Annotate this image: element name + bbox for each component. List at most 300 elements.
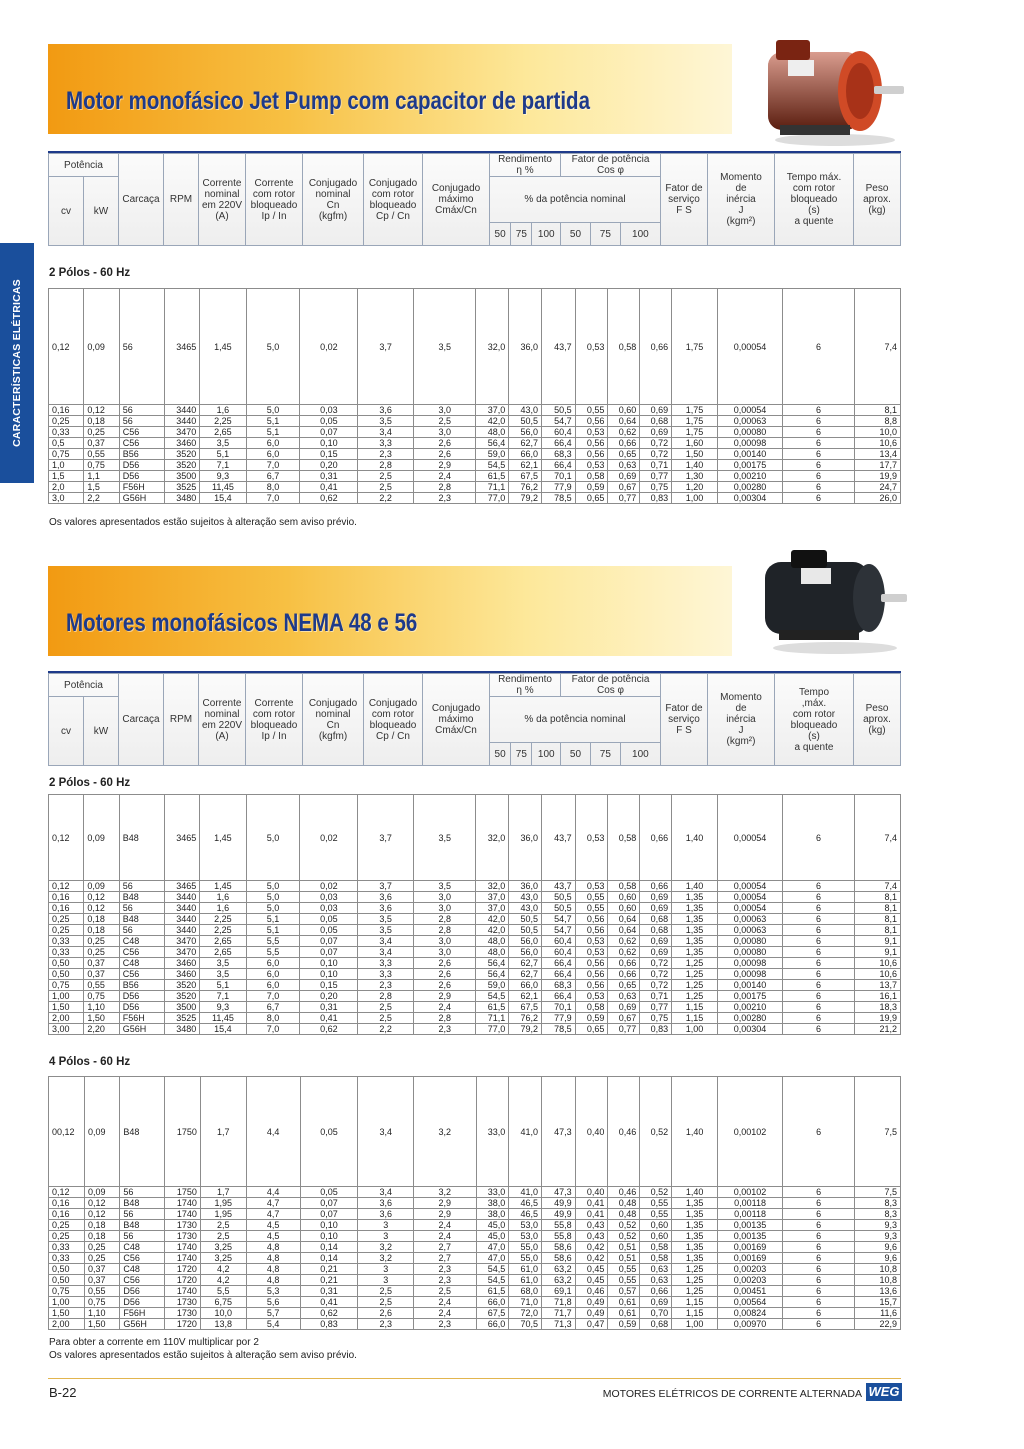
table-cell: 8,3 <box>855 1209 901 1220</box>
table-cell: 0,52 <box>640 1187 672 1198</box>
table-cell: 1,00 <box>49 1297 85 1308</box>
table-cell: 2,3 <box>358 1319 414 1330</box>
table-cell: 2,7 <box>414 1242 477 1253</box>
table-cell: 50,5 <box>541 892 575 903</box>
table-cell: 0,00080 <box>717 947 782 958</box>
table-cell: 6 <box>783 493 855 504</box>
table-cell: 6 <box>783 947 855 958</box>
table-cell: 0,65 <box>575 1024 608 1035</box>
table-cell: 0,00054 <box>717 405 782 416</box>
table-cell: 0,83 <box>640 493 672 504</box>
table-cell: 2,3 <box>413 493 476 504</box>
table-cell: 3 <box>358 1275 414 1286</box>
table-cell: 0,61 <box>608 1308 640 1319</box>
table-cell: 49,9 <box>542 1209 576 1220</box>
table-cell: 0,25 <box>49 1231 85 1242</box>
table-cell: 1,40 <box>672 1187 718 1198</box>
table-cell: 7,0 <box>246 493 300 504</box>
table-cell: 5,5 <box>246 947 300 958</box>
table-cell: 1,40 <box>672 1077 718 1187</box>
table-cell: 8,0 <box>246 1013 300 1024</box>
table-cell: 0,46 <box>608 1077 640 1187</box>
table-row <box>49 438 901 449</box>
table-cell: 1740 <box>165 1286 201 1297</box>
table-cell: 6,75 <box>200 1297 246 1308</box>
table-cell: 0,18 <box>85 1220 120 1231</box>
table-cell: 3,5 <box>358 914 414 925</box>
table-cell: 0,53 <box>575 427 608 438</box>
table-cell: 0,75 <box>49 980 84 991</box>
table-cell: 0,50 <box>49 958 84 969</box>
table-cell: 11,45 <box>200 482 246 493</box>
table-cell: 0,41 <box>300 1297 358 1308</box>
table-cell: 5,1 <box>200 980 246 991</box>
header-momento: Momento de inércia J (kgm²) <box>708 674 775 766</box>
note-line2: Os valores apresentados estão sujeitos à alteração sem aviso prévio. <box>49 1350 357 1361</box>
page-number: B-22 <box>49 1385 77 1400</box>
table-cell: 38,0 <box>476 1198 509 1209</box>
table-row <box>49 881 901 892</box>
table-row <box>49 914 901 925</box>
table-cell: 36,0 <box>509 881 542 892</box>
table-cell: 0,63 <box>640 1264 672 1275</box>
table-cell: 2,65 <box>200 427 246 438</box>
header-pct: 100 <box>532 223 561 246</box>
table-cell: 3460 <box>164 438 200 449</box>
table-cell: 0,55 <box>575 892 608 903</box>
table-cell: 54,5 <box>476 1275 509 1286</box>
table-cell: 71,1 <box>476 1013 509 1024</box>
table-cell: 6 <box>783 795 855 881</box>
table-cell: 3480 <box>164 493 200 504</box>
table-cell: 47,0 <box>476 1242 509 1253</box>
table-cell: 2,3 <box>358 449 414 460</box>
table-cell: 54,7 <box>541 416 575 427</box>
table-cell: 0,10 <box>300 1231 358 1242</box>
table-cell: 6 <box>783 1002 855 1013</box>
table-cell: 6 <box>783 1264 855 1275</box>
table-cell: F56H <box>119 482 164 493</box>
table-cell: C56 <box>119 438 164 449</box>
table-cell: 0,03 <box>300 405 358 416</box>
table-cell: 13,4 <box>855 449 901 460</box>
table-cell: 0,66 <box>608 969 640 980</box>
table-cell: 0,69 <box>640 947 672 958</box>
table-cell: 6 <box>783 1297 855 1308</box>
table-cell: 0,25 <box>85 1242 120 1253</box>
table-cell: 1,75 <box>672 416 718 427</box>
table-cell: 67,5 <box>476 1308 509 1319</box>
table-cell: 4,5 <box>246 1220 300 1231</box>
table-cell: 56 <box>119 289 164 405</box>
table-cell: 6,0 <box>246 980 300 991</box>
table-cell: 3,00 <box>49 1024 84 1035</box>
table-cell: 3,0 <box>413 892 476 903</box>
table-cell: 2,5 <box>358 471 414 482</box>
table-cell: 0,58 <box>575 1002 608 1013</box>
table-cell: 50,5 <box>509 925 542 936</box>
table-cell: 1,10 <box>85 1308 120 1319</box>
table-cell: 4,8 <box>246 1242 300 1253</box>
table-cell: 5,5 <box>200 1286 246 1297</box>
table-cell: 11,6 <box>855 1308 901 1319</box>
table-cell: 6 <box>783 1209 855 1220</box>
table-cell: 33,0 <box>476 1187 509 1198</box>
table-cell: 0,16 <box>49 1198 85 1209</box>
table-cell: 0,71 <box>640 991 672 1002</box>
table-cell: 0,56 <box>575 925 608 936</box>
table-cell: 1,40 <box>672 460 718 471</box>
table-cell: 0,77 <box>608 493 640 504</box>
table-cell: 0,50 <box>49 1275 85 1286</box>
table-cell: 0,31 <box>300 1286 358 1297</box>
table-cell: 0,45 <box>575 1264 608 1275</box>
section2-group1-title: 2 Pólos - 60 Hz <box>49 777 131 789</box>
table1-data <box>48 288 901 504</box>
table-cell: 43,7 <box>541 289 575 405</box>
table-cell: 56 <box>119 416 164 427</box>
table-cell: 0,25 <box>85 1253 120 1264</box>
table-row <box>49 1002 901 1013</box>
table-cell: 0,14 <box>300 1242 358 1253</box>
table-cell: 0,18 <box>84 914 119 925</box>
table-cell: 0,62 <box>608 947 640 958</box>
table-cell: 43,0 <box>509 892 542 903</box>
table-cell: 46,5 <box>509 1209 542 1220</box>
table-cell: 0,00280 <box>717 482 782 493</box>
table2-data <box>48 794 901 1035</box>
table-cell: 0,63 <box>640 1275 672 1286</box>
table-cell: 0,60 <box>608 405 640 416</box>
table-cell: 6,7 <box>246 1002 300 1013</box>
table-cell: 0,48 <box>608 1198 640 1209</box>
table-cell: 68,0 <box>509 1286 542 1297</box>
table-cell: 45,0 <box>476 1231 509 1242</box>
table-cell: 43,7 <box>541 795 575 881</box>
table-cell: 0,00824 <box>717 1308 782 1319</box>
table-cell: 42,0 <box>476 416 509 427</box>
table-cell: 0,37 <box>85 1264 120 1275</box>
side-tab <box>0 243 34 483</box>
table-cell: 0,16 <box>49 892 84 903</box>
table-cell: 3,4 <box>358 1077 414 1187</box>
table-cell: 6 <box>783 903 855 914</box>
table-row <box>49 1275 901 1286</box>
table-cell: 0,66 <box>608 438 640 449</box>
table-cell: 0,00169 <box>717 1242 782 1253</box>
table-cell: 1,30 <box>672 471 718 482</box>
section1-group-title: 2 Pólos - 60 Hz <box>49 267 131 279</box>
header-potencia: Potência <box>49 674 119 697</box>
table-row <box>49 1297 901 1308</box>
table-cell: 4,4 <box>246 1077 300 1187</box>
table-cell: 1,25 <box>672 980 718 991</box>
header-pct: 50 <box>490 743 511 766</box>
table-cell: 0,69 <box>640 427 672 438</box>
table-cell: 68,3 <box>541 449 575 460</box>
table-cell: 5,0 <box>246 289 300 405</box>
table-cell: 9,3 <box>200 1002 246 1013</box>
table-cell: 5,1 <box>246 416 300 427</box>
table-cell: 1,5 <box>49 471 84 482</box>
table-cell: 0,62 <box>300 493 358 504</box>
table-cell: 0,05 <box>300 1077 358 1187</box>
table-cell: 0,41 <box>300 482 358 493</box>
table-cell: 1720 <box>165 1319 201 1330</box>
header-conjugado-rotor: Conjugado com rotor bloqueado Cp / Cn <box>364 674 423 766</box>
table-cell: 7,5 <box>855 1187 901 1198</box>
table-cell: 46,5 <box>509 1198 542 1209</box>
table-cell: 5,6 <box>246 1297 300 1308</box>
table-cell: 0,56 <box>575 969 608 980</box>
table-cell: 0,56 <box>575 449 608 460</box>
header-corrente-rotor: Corrente com rotor bloqueado Ip / In <box>246 154 303 246</box>
table-row <box>49 1187 901 1198</box>
table-cell: 3,6 <box>358 1209 414 1220</box>
table-cell: 0,05 <box>300 1187 358 1198</box>
table-cell: 0,00970 <box>717 1319 782 1330</box>
table-cell: 0,47 <box>575 1319 608 1330</box>
table-cell: 2,3 <box>414 1264 477 1275</box>
table-cell: 1,75 <box>672 405 718 416</box>
table-cell: 1,6 <box>200 903 246 914</box>
table-cell: 0,18 <box>85 1231 120 1242</box>
table-cell: 0,69 <box>608 1002 640 1013</box>
table-cell: 1,25 <box>672 1264 718 1275</box>
table-cell: 2,65 <box>200 947 246 958</box>
table-row <box>49 1198 901 1209</box>
table-cell: 77,0 <box>476 493 509 504</box>
table-cell: 0,64 <box>608 914 640 925</box>
table-cell: 42,0 <box>476 914 509 925</box>
table-cell: 3440 <box>164 925 200 936</box>
table-cell: 0,68 <box>640 914 672 925</box>
table-cell: 0,12 <box>84 405 119 416</box>
table-cell: 66,4 <box>541 991 575 1002</box>
table-row <box>49 936 901 947</box>
table-cell: 0,83 <box>640 1024 672 1035</box>
table-cell: 9,3 <box>200 471 246 482</box>
table-cell: 3,4 <box>358 1187 414 1198</box>
table-cell: 22,9 <box>855 1319 901 1330</box>
table-cell: 2,00 <box>49 1013 84 1024</box>
table-cell: 77,0 <box>476 1024 509 1035</box>
table-cell: 2,4 <box>414 1220 477 1231</box>
table-cell: 1,35 <box>672 947 718 958</box>
table-cell: 0,51 <box>608 1253 640 1264</box>
table-cell: 26,0 <box>855 493 901 504</box>
table-cell: 1,75 <box>672 289 718 405</box>
table-cell: 0,10 <box>300 969 358 980</box>
header-conjugado-maximo: Conjugado máximo Cmáx/Cn <box>423 674 490 766</box>
table-cell: 0,77 <box>640 1002 672 1013</box>
table-cell: 3,4 <box>358 427 414 438</box>
table-cell: 62,7 <box>509 438 542 449</box>
table-cell: 1,1 <box>84 471 119 482</box>
table-cell: 0,12 <box>84 892 119 903</box>
table-cell: 3,6 <box>358 405 414 416</box>
table-cell: B48 <box>120 1220 165 1231</box>
table-cell: 0,25 <box>84 427 119 438</box>
table-cell: 0,53 <box>575 991 608 1002</box>
table-cell: 8,1 <box>855 903 901 914</box>
table-cell: 3,7 <box>358 289 414 405</box>
table-cell: 7,0 <box>246 460 300 471</box>
table-cell: 1740 <box>165 1209 201 1220</box>
table-cell: 2,7 <box>414 1253 477 1264</box>
table-cell: 3460 <box>164 958 200 969</box>
table-cell: 53,0 <box>509 1220 542 1231</box>
table-cell: 3,4 <box>358 936 414 947</box>
table-cell: 1,25 <box>672 1286 718 1297</box>
table-cell: 17,7 <box>855 460 901 471</box>
table-cell: 3 <box>358 1231 414 1242</box>
table-cell: 67,5 <box>509 1002 542 1013</box>
table-cell: 2,9 <box>413 460 476 471</box>
table-cell: 7,5 <box>855 1077 901 1187</box>
table-cell: 0,00054 <box>717 289 782 405</box>
table-cell: 4,8 <box>246 1264 300 1275</box>
table-cell: 3,6 <box>358 892 414 903</box>
table-cell: 70,1 <box>541 471 575 482</box>
table-row <box>49 991 901 1002</box>
table-cell: 0,59 <box>575 482 608 493</box>
table-cell: 0,07 <box>300 1209 358 1220</box>
table-cell: 0,52 <box>608 1220 640 1231</box>
table-cell: 37,0 <box>476 903 509 914</box>
table-cell: 6 <box>783 1308 855 1319</box>
table-cell: 6 <box>783 980 855 991</box>
table-cell: 8,1 <box>855 405 901 416</box>
table-cell: 6,0 <box>246 449 300 460</box>
table-cell: 1,35 <box>672 1198 718 1209</box>
table-cell: 0,00054 <box>717 795 782 881</box>
table-cell: 33,0 <box>476 1077 509 1187</box>
table-cell: 3525 <box>164 1013 200 1024</box>
table-cell: 3440 <box>164 892 200 903</box>
table-cell: 18,3 <box>855 1002 901 1013</box>
table-cell: 37,0 <box>476 892 509 903</box>
table-cell: 7,1 <box>200 460 246 471</box>
table-cell: 53,0 <box>509 1231 542 1242</box>
table-cell: 0,15 <box>300 449 358 460</box>
table-cell: 79,2 <box>509 1024 542 1035</box>
table-cell: 24,7 <box>855 482 901 493</box>
table-cell: 19,9 <box>855 471 901 482</box>
table-cell: 6 <box>783 892 855 903</box>
section2-note <box>49 1336 357 1362</box>
table-cell: F56H <box>119 1013 164 1024</box>
table-cell: 0,75 <box>49 449 84 460</box>
header-kw: kW <box>84 697 119 766</box>
table-cell: 6 <box>783 1220 855 1231</box>
table-cell: C48 <box>119 958 164 969</box>
header-corrente: Corrente nominal em 220V (A) <box>199 674 246 766</box>
header-cv: cv <box>49 177 84 246</box>
table-cell: 5,4 <box>246 1319 300 1330</box>
table-cell: 3,4 <box>358 947 414 958</box>
table-cell: 9,6 <box>855 1253 901 1264</box>
table-cell: 0,00280 <box>717 1013 782 1024</box>
table-cell: 0,53 <box>575 947 608 958</box>
table-row <box>49 1013 901 1024</box>
table-cell: 3,0 <box>413 903 476 914</box>
table-cell: B48 <box>119 914 164 925</box>
table-cell: 4,7 <box>246 1198 300 1209</box>
table-cell: 32,0 <box>476 881 509 892</box>
table-cell: 3500 <box>164 471 200 482</box>
table-cell: 32,0 <box>476 289 509 405</box>
table-cell: 0,00451 <box>717 1286 782 1297</box>
table-cell: 0,53 <box>575 936 608 947</box>
table-cell: 15,7 <box>855 1297 901 1308</box>
table-cell: 1,00 <box>49 991 84 1002</box>
table-cell: 0,09 <box>85 1187 120 1198</box>
table-cell: 66,0 <box>509 449 542 460</box>
table-cell: 0,33 <box>49 427 84 438</box>
table-cell: 0,09 <box>84 795 119 881</box>
table-cell: 1,50 <box>84 1013 119 1024</box>
table-cell: 2,5 <box>358 482 414 493</box>
table-cell: 1,50 <box>49 1308 85 1319</box>
header-kw: kW <box>84 177 119 246</box>
table-cell: 3,6 <box>358 1198 414 1209</box>
table-cell: 0,77 <box>640 471 672 482</box>
table-cell: 0,12 <box>84 903 119 914</box>
table-cell: 1,50 <box>49 1002 84 1013</box>
table-cell: 0,53 <box>575 881 608 892</box>
table-cell: 56 <box>119 925 164 936</box>
table-cell: 0,14 <box>300 1253 358 1264</box>
table-cell: 0,66 <box>608 958 640 969</box>
table-cell: 0,00140 <box>717 980 782 991</box>
table-cell: 0,00140 <box>717 449 782 460</box>
table-cell: 4,4 <box>246 1187 300 1198</box>
table-cell: 59,0 <box>476 449 509 460</box>
table-cell: 0,10 <box>300 1220 358 1231</box>
table-cell: 0,62 <box>608 427 640 438</box>
table-cell: 55,8 <box>542 1231 576 1242</box>
table-cell: 0,75 <box>640 1013 672 1024</box>
table-cell: 2,20 <box>84 1024 119 1035</box>
header-pct: 75 <box>590 743 620 766</box>
table-cell: 3 <box>358 1220 414 1231</box>
table-cell: 0,5 <box>49 438 84 449</box>
table-cell: 1,25 <box>672 958 718 969</box>
table-cell: 4,8 <box>246 1253 300 1264</box>
table-cell: 3520 <box>164 980 200 991</box>
table-row <box>49 1209 901 1220</box>
table-row <box>49 460 901 471</box>
header-pct: 100 <box>620 743 660 766</box>
table-cell: 6 <box>783 1024 855 1035</box>
table-cell: 1720 <box>165 1264 201 1275</box>
table-cell: 1,95 <box>200 1198 246 1209</box>
table-cell: 2,9 <box>414 1209 477 1220</box>
table-cell: 1,15 <box>672 1002 718 1013</box>
table-cell: 63,2 <box>542 1275 576 1286</box>
table-cell: 0,43 <box>575 1220 608 1231</box>
table-cell: 1750 <box>165 1077 201 1187</box>
table-cell: 0,75 <box>49 1286 85 1297</box>
table-cell: 5,5 <box>246 936 300 947</box>
table-cell: 0,25 <box>49 925 84 936</box>
table-cell: 1,15 <box>672 1308 718 1319</box>
table-cell: 3440 <box>164 903 200 914</box>
table-cell: 66,0 <box>476 1319 509 1330</box>
table-cell: 0,57 <box>608 1286 640 1297</box>
table-cell: 0,56 <box>575 438 608 449</box>
